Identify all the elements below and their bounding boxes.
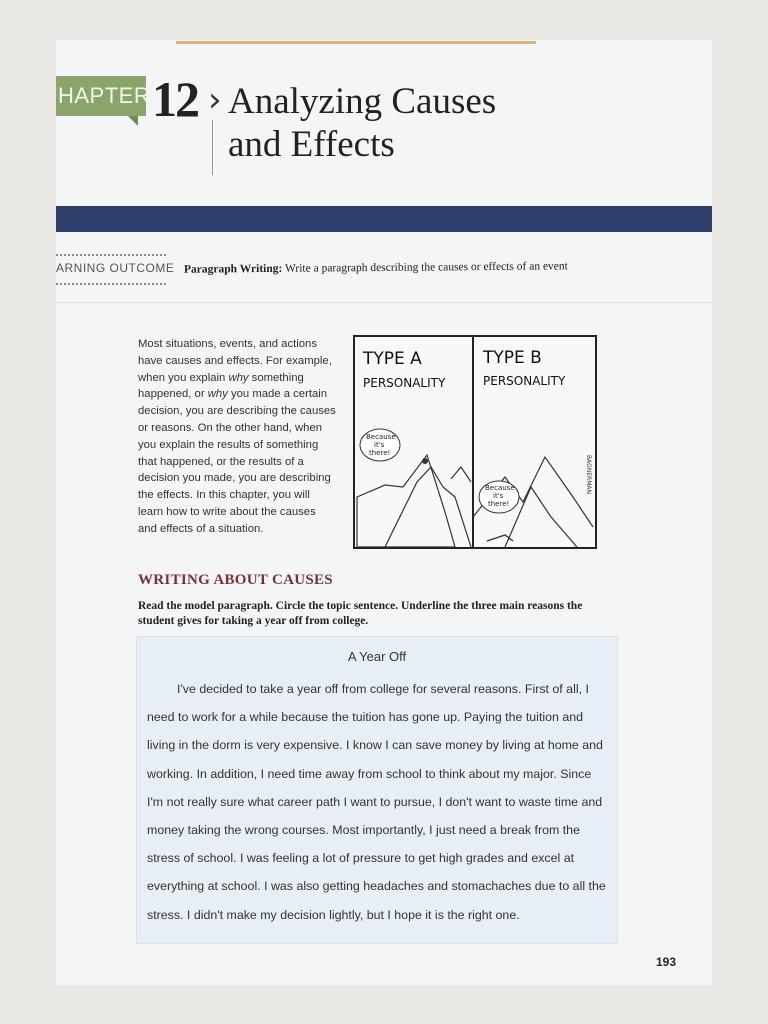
cartoonist-signature: BAGNERMAN [585,455,592,494]
model-paragraph-box [136,636,618,944]
left-big-mountain [385,467,471,547]
section-instructions: Read the model paragraph. Circle the topic sentence. Underline the three main reasons the student gives for taking a year off from college. [138,600,583,627]
right-bubble-line-2: it's [493,492,504,500]
right-type-label: TYPE B [483,348,542,368]
learning-outcome-label: ARNING OUTCOME [56,261,175,275]
left-type-label: TYPE A [363,349,422,369]
left-bubble-line-3: there! [369,449,391,457]
chevron-right-icon: › [208,80,222,120]
top-rule [176,41,536,44]
model-paragraph-body: I've decided to take a year off from college for several reasons. First of all, I need to work for a while because the tuition has gone up. Paying the tuition and living in the dorm is very expensive. I know I can save money by living at home and working. In addition, I need time away from school to think about my major. Since I'm not really sure what career path I want to pursue, I don't want to waste time and money taking the wrong courses. Most importantly, I just need a break from the stress of school. I was feeling a lot of pressure to get high grades and excel at everything at school. I was also getting headaches and stomachaches due to all the stress. I didn't make my decision lightly, but I hope it is the right one. [147,682,606,922]
left-bubble-line-2: it's [374,441,385,449]
right-personality-label: PERSONALITY [483,374,566,388]
chapter-title-line-2: and Effects [228,124,395,165]
intro-why-2: why [207,388,228,401]
learning-outcome-text [184,260,568,275]
personality-cartoon [353,335,597,549]
section-heading: WRITING ABOUT CAUSES [138,572,333,588]
right-bubble-line-3: there! [488,500,510,508]
left-bubble-line-1: Because [366,433,396,441]
model-paragraph-title: A Year Off [347,649,407,664]
intro-paragraph [138,336,336,538]
chapter-number: 12 [152,71,198,127]
left-small-mountain [357,455,455,547]
page-number: 193 [656,955,677,969]
left-climber-figure [422,458,428,464]
chapter-band [56,206,712,232]
cartoon-drawing [355,337,595,547]
textbook-page [56,40,712,985]
learning-outcome-description: Write a paragraph describing the causes or effects of an event [284,260,568,275]
learning-outcome-heading: Paragraph Writing: [183,262,283,276]
left-personality-label: PERSONALITY [363,376,446,390]
intro-why-1: why [228,371,249,384]
intro-part-3: you made a certain decision, you are describing the causes or reasons. On the other hand, when you explain the results of something that happened, or the results of a decision you made, you are describing the effects. In this chapter, you will learn how to write about the causes and effects of a situation. [138,388,336,535]
chapter-title-line-1: Analyzing Causes [228,81,497,122]
outcome-dotted-rule-top [56,254,166,256]
right-lounger-figure [487,535,513,541]
left-back-peak [451,467,471,482]
intro-part-2: something happened, or [138,371,304,401]
page-divider [56,302,712,303]
outcome-dotted-rule-bottom [56,283,166,285]
intro-part-1: Most situations, events, and actions have causes and effects. For example, when you explain [138,338,332,384]
chapter-title [228,80,496,166]
right-bubble-line-1: Because [485,484,515,492]
chapter-label-tab: HAPTER [56,76,146,116]
title-divider [212,120,213,175]
